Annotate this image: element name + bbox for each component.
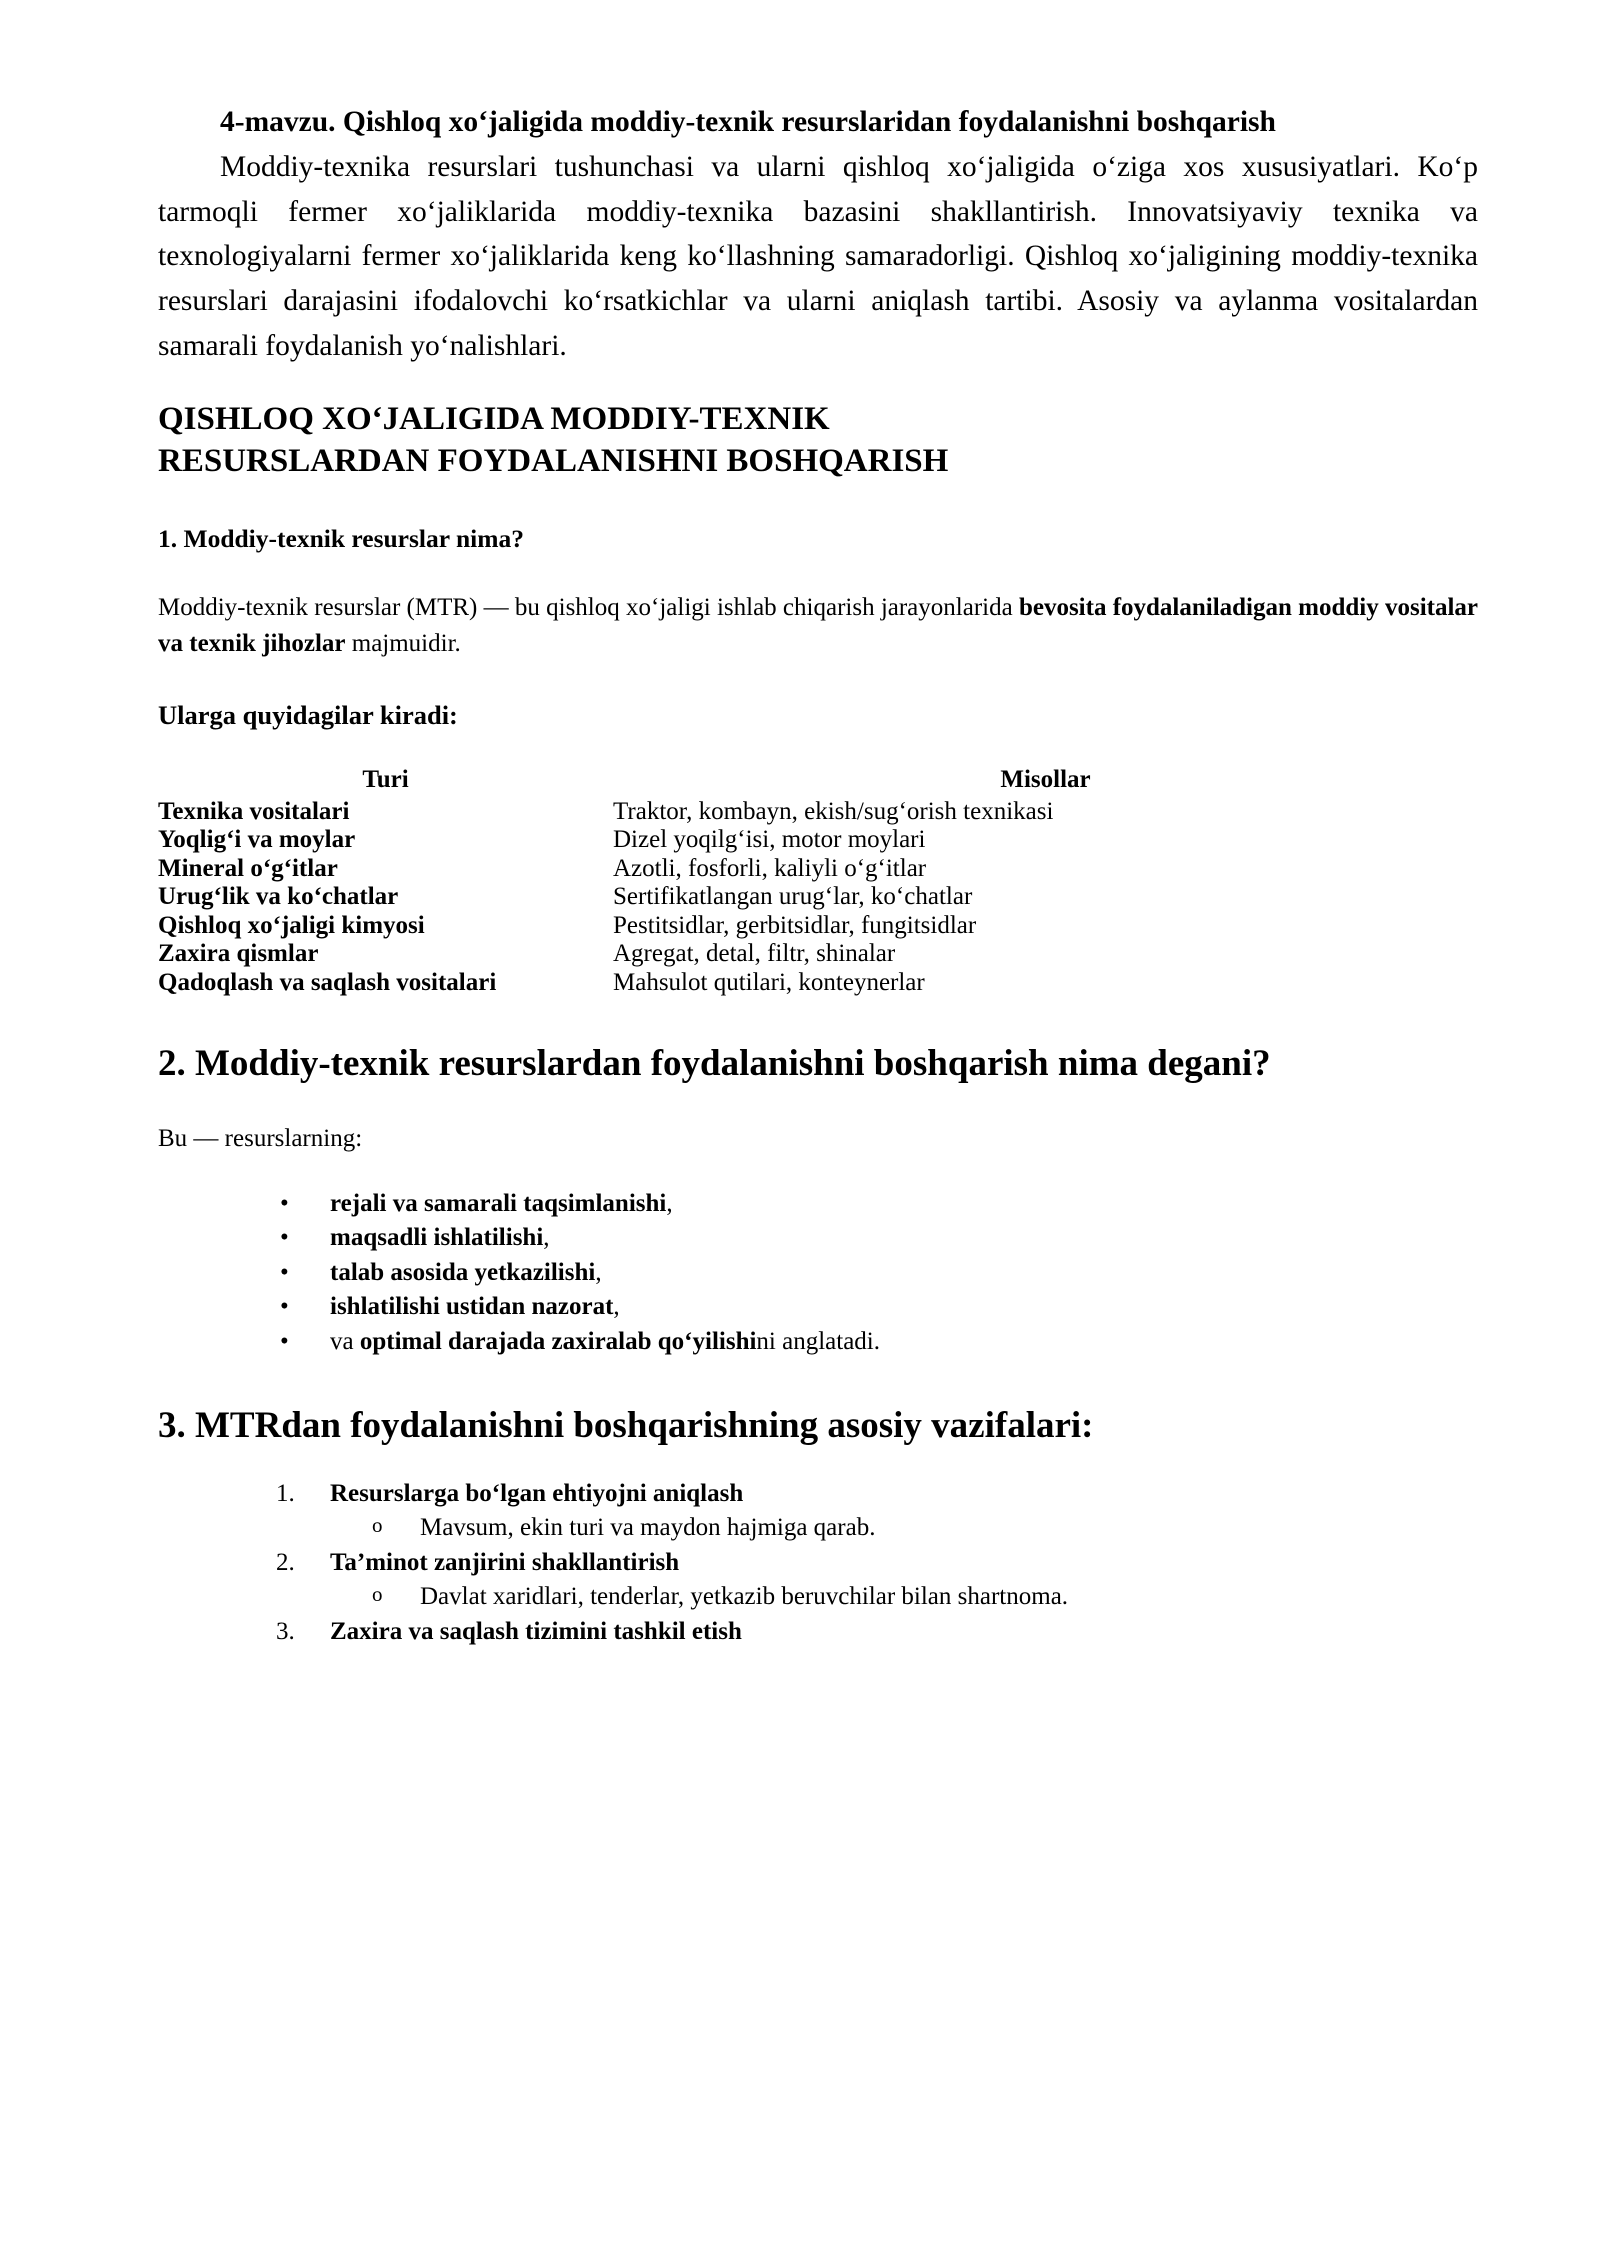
- table-cell-examples: Traktor, kombayn, ekish/sug‘orish texnikasi: [613, 797, 1054, 825]
- task-subitem-list: [330, 1511, 1478, 1546]
- table-row: [158, 912, 1478, 941]
- bullet-bold-text: rejali va samarali taqsimlanishi: [330, 1189, 667, 1217]
- list-item: [158, 1615, 1478, 1650]
- tasks-numbered-list: [158, 1477, 1478, 1650]
- table-row: [158, 883, 1478, 912]
- task-title: Zaxira va saqlash tizimini tashkil etish: [330, 1617, 742, 1645]
- section-2-heading: [158, 1041, 1478, 1086]
- list-item: [158, 1290, 1478, 1325]
- table-header-row: [158, 766, 1478, 798]
- list-item: [158, 1546, 1478, 1615]
- table-cell-examples: Sertifikatlangan urug‘lar, ko‘chatlar: [613, 883, 973, 911]
- main-heading-line-2: RESURSLARDAN FOYDALANISHNI BOSHQARISH: [158, 442, 949, 479]
- task-subitem-list: [330, 1580, 1478, 1615]
- table-cell-type: Qadoqlash va saqlash vositalari: [158, 968, 497, 996]
- topic-label: 4-mavzu.: [220, 106, 336, 138]
- bullet-bold-text: ishlatilishi ustidan nazorat: [330, 1293, 614, 1321]
- document-content: [158, 100, 1478, 1649]
- list-item: [158, 1187, 1478, 1222]
- list-item: [158, 1256, 1478, 1291]
- table-cell-type: Zaxira qismlar: [158, 940, 319, 968]
- definition-text-after: majmuidir.: [345, 629, 461, 657]
- bullet-regular-text: ,: [613, 1293, 620, 1321]
- table-row: [158, 826, 1478, 855]
- definition-text-before: Moddiy-texnik resurslar (MTR) — bu qishloq xo‘jaligi ishlab chiqarish jarayonlarida: [158, 594, 1019, 622]
- topic-title: Qishloq xo‘jaligida moddiy-texnik resurslaridan foydalanishni boshqarish: [342, 106, 1276, 138]
- section-2-heading-line-1: 2. Moddiy-texnik resurslardan foydalanishni boshqarish: [158, 1043, 1049, 1085]
- topic-title-paragraph: [158, 100, 1478, 145]
- list-item: [158, 1221, 1478, 1256]
- list-item: [158, 1325, 1478, 1360]
- main-heading-line-1: QISHLOQ XO‘JALIGIDA MODDIY-TEXNIK: [158, 400, 830, 437]
- section-3-heading: 3. MTRdan foydalanishni boshqarishning asosiy vazifalari:: [158, 1405, 1094, 1447]
- definition-text-bold: bevosita foydalaniladigan moddiy vositalar va texnik jihozlar: [158, 594, 1478, 657]
- table-row: [158, 969, 1478, 998]
- table-header-examples: Misollar: [1000, 766, 1091, 794]
- table-row: [158, 855, 1478, 884]
- bullet-bold-text: optimal darajada zaxiralab qo‘yilishi: [359, 1327, 757, 1355]
- table-cell-type: Urug‘lik va ko‘chatlar: [158, 883, 399, 911]
- resource-table: [158, 766, 1478, 997]
- abstract-paragraph: Moddiy-texnika resurslari tushunchasi va ularni qishloq xo‘jaligida o‘ziga xos xususiyatlari. Ko‘p tarmoqli fermer xo‘jaliklarida moddiy-texnika bazasini shakllantirish. Innovatsiyaviy texnika va texnologiyalarni fermer xo‘jaliklarida keng ko‘llashning samaradorligi. Qishloq xo‘jaligining moddiy-texnika resurslari darajasini ifodalovchi ko‘rsatkichlar va ularni aniqlash tartibi. Asosiy va aylanma vositalardan samarali foydalanish yo‘nalishlari.: [158, 150, 1478, 363]
- list-item: o Mavsum, ekin turi va maydon hajmiga qarab.: [330, 1511, 1478, 1546]
- table-cell-type: Yoqlig‘i va moylar: [158, 826, 356, 854]
- main-heading: [158, 399, 1478, 482]
- bullet-regular-text: ,: [543, 1224, 550, 1252]
- task-title: Resurslarga bo‘lgan ehtiyojni aniqlash: [330, 1479, 744, 1507]
- table-cell-examples: Dizel yoqilg‘isi, motor moylari: [613, 826, 926, 854]
- table-cell-type: Mineral o‘g‘itlar: [158, 854, 338, 882]
- task-title: Ta’minot zanjirini shakllantirish: [330, 1548, 680, 1576]
- bullet-regular-prefix: va: [330, 1327, 360, 1355]
- table-cell-examples: Azotli, fosforli, kaliyli o‘g‘itlar: [613, 854, 927, 882]
- mtr-definition-paragraph: [158, 590, 1478, 661]
- bullet-regular-text: ni anglatadi.: [756, 1327, 880, 1355]
- table-row: [158, 940, 1478, 969]
- bullet-bold-text: talab asosida yetkazilishi: [330, 1258, 596, 1286]
- table-row: [158, 798, 1478, 827]
- list-item: o Davlat xaridlari, tenderlar, yetkazib beruvchilar bilan shartnoma.: [330, 1580, 1478, 1615]
- list-item: [158, 1477, 1478, 1546]
- management-bullet-list: [158, 1187, 1478, 1360]
- section-2-lead: Bu — resurslarning:: [158, 1125, 363, 1153]
- table-cell-examples: Mahsulot qutilari, konteynerlar: [613, 968, 925, 996]
- table-header-type: Turi: [362, 766, 409, 794]
- table-cell-examples: Agregat, detal, filtr, shinalar: [613, 940, 896, 968]
- section-2-heading-line-2: nima degani?: [1057, 1043, 1271, 1085]
- table-cell-examples: Pestitsidlar, gerbitsidlar, fungitsidlar: [613, 911, 977, 939]
- bullet-bold-text: maqsadli ishlatilishi: [330, 1224, 544, 1252]
- section-1-heading: 1. Moddiy-texnik resurslar nima?: [158, 524, 524, 554]
- table-cell-type: Qishloq xo‘jaligi kimyosi: [158, 911, 425, 939]
- bullet-regular-text: ,: [595, 1258, 602, 1286]
- bullet-regular-text: ,: [666, 1189, 673, 1217]
- resource-list-lead: Ularga quyidagilar kiradi:: [158, 700, 458, 731]
- table-cell-type: Texnika vositalari: [158, 797, 350, 825]
